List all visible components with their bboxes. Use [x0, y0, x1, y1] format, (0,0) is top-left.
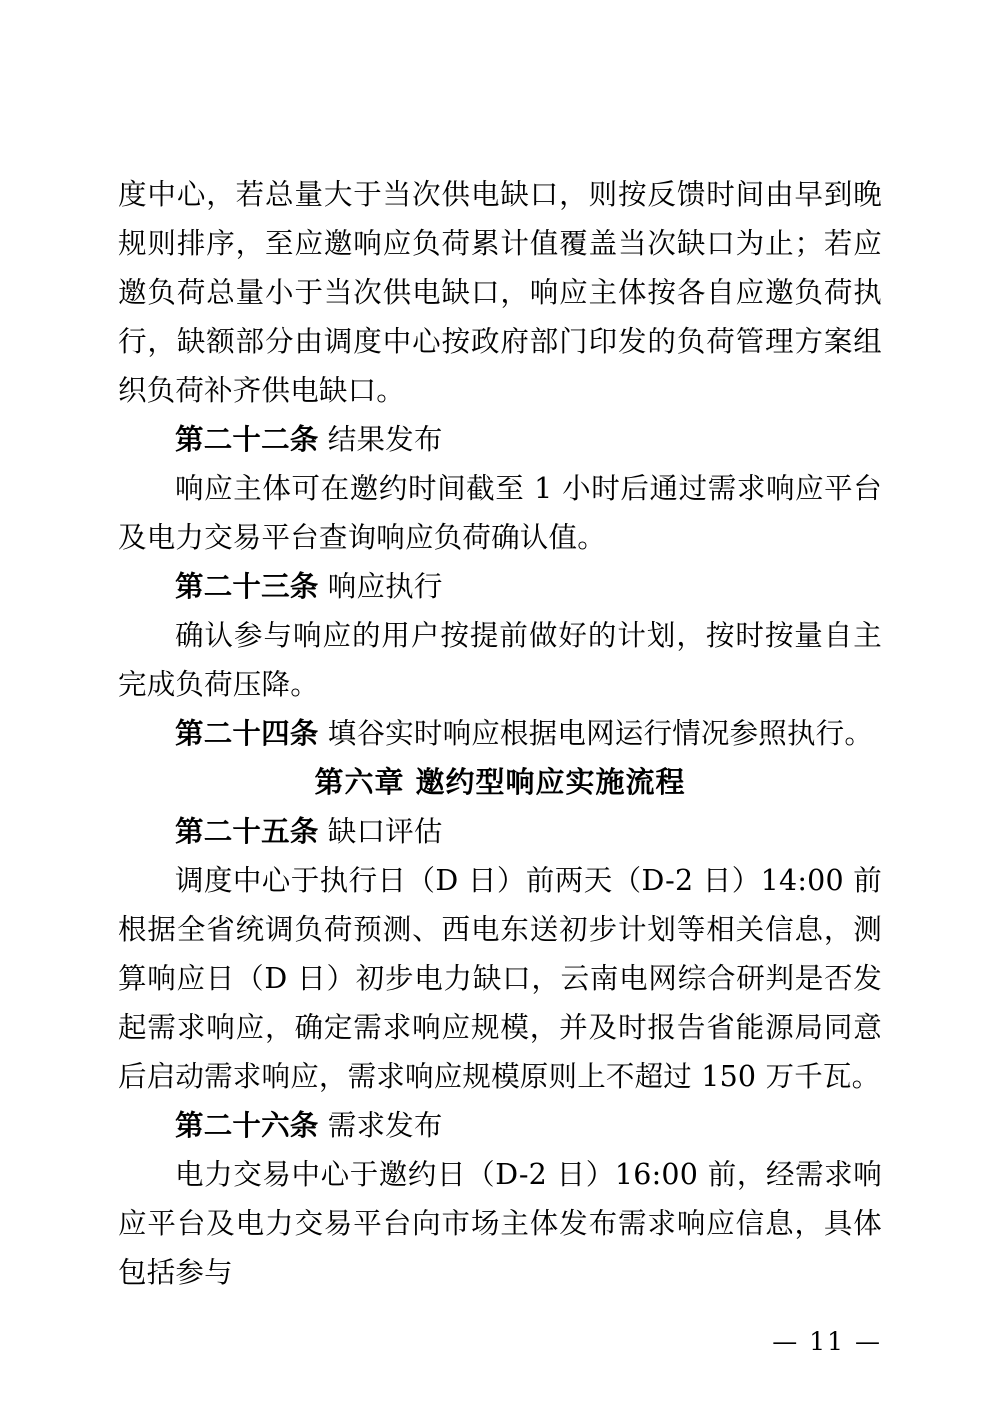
- article-22-head: 第二十二条: [175, 422, 319, 456]
- article-25-body: 缺口评估: [327, 815, 443, 848]
- paragraph-demand-release: 电力交易中心于邀约日（D-2 日）16:00 前，经需求响应平台及电力交易平台向市场主体发布需求响应信息，具体包括参与: [118, 1158, 882, 1289]
- page-content: [118, 170, 882, 1297]
- article-22: [118, 415, 882, 464]
- article-22-body: 结果发布: [327, 423, 443, 456]
- article-24: [118, 709, 882, 758]
- paragraph-result-release: 响应主体可在邀约时间截至 1 小时后通过需求响应平台及电力交易平台查询响应负荷确认值。: [118, 472, 882, 554]
- article-23-body: 响应执行: [327, 570, 443, 603]
- paragraph-response-execution: 确认参与响应的用户按提前做好的计划，按时按量自主完成负荷压降。: [118, 619, 882, 701]
- page-number: — 11 —: [772, 1327, 882, 1356]
- article-25: [118, 807, 882, 856]
- article-23: [118, 562, 882, 611]
- article-26-head: 第二十六条: [175, 1108, 319, 1142]
- paragraph-gap-assessment: 调度中心于执行日（D 日）前两天（D-2 日）14:00 前根据全省统调负荷预测、西电东送初步计划等相关信息，测算响应日（D 日）初步电力缺口，云南电网综合研判是否发起需求响应，确定需求响应规模，并及时报告省能源局同意后启动需求响应，需求响应规模原则上不超过 150 万千瓦。: [118, 864, 882, 1093]
- article-24-body: 填谷实时响应根据电网运行情况参照执行。: [327, 717, 874, 750]
- article-26: [118, 1101, 882, 1150]
- article-23-head: 第二十三条: [175, 569, 319, 603]
- article-25-head: 第二十五条: [175, 814, 319, 848]
- chapter-6-title: 第六章 邀约型响应实施流程: [314, 765, 686, 799]
- paragraph-continued: 度中心，若总量大于当次供电缺口，则按反馈时间由早到晚规则排序，至应邀响应负荷累计值覆盖当次缺口为止；若应邀负荷总量小于当次供电缺口，响应主体按各自应邀负荷执行，缺额部分由调度中心按政府部门印发的负荷管理方案组织负荷补齐供电缺口。: [118, 178, 882, 407]
- article-24-head: 第二十四条: [175, 716, 319, 750]
- article-26-body: 需求发布: [327, 1109, 443, 1142]
